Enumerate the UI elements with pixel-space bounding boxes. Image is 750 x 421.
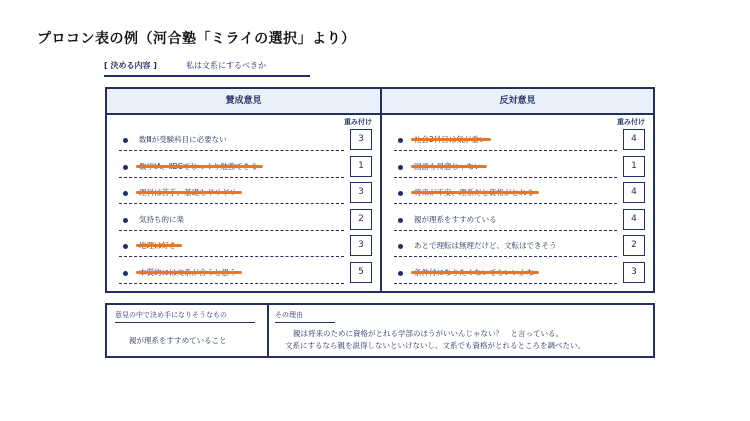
dashed-divider: [119, 150, 344, 151]
pros-header: 賛成意見: [107, 89, 380, 115]
reason-heading: その理由: [275, 310, 335, 323]
pros-weight-score: 3: [350, 129, 372, 150]
dashed-divider: [394, 150, 617, 151]
bullet-icon: [398, 165, 403, 170]
cons-item: [382, 233, 653, 259]
pros-item: [107, 207, 380, 233]
cons-weight-score: 2: [623, 235, 645, 256]
dashed-divider: [119, 177, 344, 178]
dashed-divider: [394, 283, 617, 284]
pros-item: [107, 233, 380, 259]
cons-item: [382, 207, 653, 233]
cons-item-text: あとで理転は無理だけど、文転はできそう: [414, 241, 557, 250]
cons-weight-score: 4: [623, 182, 645, 203]
dashed-divider: [119, 230, 344, 231]
theme-text: 私は文系にするべきか: [186, 61, 266, 70]
pros-weight-score: 3: [350, 235, 372, 256]
dashed-divider: [119, 256, 344, 257]
pros-item-text: 数Ⅲが受験科目に必要ない: [139, 135, 227, 144]
pros-item: [107, 260, 380, 286]
dashed-divider: [119, 203, 344, 204]
bullet-icon: [123, 191, 128, 196]
dashed-divider: [394, 256, 617, 257]
bullet-icon: [123, 218, 128, 223]
pros-item: [107, 127, 380, 153]
bullet-icon: [123, 244, 128, 249]
cons-item: [382, 127, 653, 153]
decision-theme: [104, 57, 310, 77]
cons-item: [382, 260, 653, 286]
summary-box: [105, 303, 655, 358]
dashed-divider: [394, 177, 617, 178]
bullet-icon: [398, 244, 403, 249]
pros-weight-label: 重み付け: [344, 118, 372, 126]
cons-weight-score: 4: [623, 129, 645, 150]
reason-line-1: 親は将来のために資格がとれる学部のほうがいいんじゃない？ と言っている。: [293, 329, 563, 338]
strikethrough-mark: [411, 138, 491, 141]
pros-item-text: 気持ち的に楽: [139, 214, 184, 224]
strikethrough-mark: [136, 271, 242, 274]
reason-line-2: 文系にするなら親を説得しないといけないし、文系でも資格がとれるところを調べたい。: [285, 341, 585, 350]
bullet-icon: [398, 191, 403, 196]
strikethrough-mark: [136, 165, 263, 168]
bullet-icon: [398, 271, 403, 276]
page-title: プロコン表の例（河合塾「ミライの選択」より）: [37, 31, 356, 47]
dashed-divider: [394, 230, 617, 231]
cons-weight-label: 重み付け: [617, 118, 645, 126]
summary-divider: [267, 305, 269, 356]
cons-weight-score: 1: [623, 156, 645, 177]
pros-item: [107, 180, 380, 206]
bullet-icon: [398, 218, 403, 223]
decider-heading: 意見の中で決め手になりそうなもの: [115, 310, 255, 323]
decider-text: 親が理系をすすめていること: [129, 336, 227, 345]
pros-weight-score: 2: [350, 209, 372, 230]
strikethrough-mark: [411, 165, 487, 168]
theme-label: [ 決める内容 ]: [104, 61, 157, 70]
cons-weight-score: 4: [623, 209, 645, 230]
bullet-icon: [123, 165, 128, 170]
pros-weight-score: 3: [350, 182, 372, 203]
strikethrough-mark: [411, 271, 539, 274]
dashed-divider: [119, 283, 344, 284]
cons-item: [382, 180, 653, 206]
bullet-icon: [123, 271, 128, 276]
cons-item-text: 親が理系をすすめている: [414, 214, 497, 224]
cons-weight-score: 3: [623, 262, 645, 283]
pros-panel: [105, 87, 382, 293]
pros-weight-score: 5: [350, 262, 372, 283]
bullet-icon: [123, 138, 128, 143]
strikethrough-mark: [411, 191, 539, 194]
cons-header: 反対意見: [382, 89, 653, 115]
strikethrough-mark: [136, 244, 182, 247]
pros-weight-score: 1: [350, 156, 372, 177]
bullet-icon: [398, 138, 403, 143]
cons-panel: [380, 87, 655, 293]
cons-item: [382, 154, 653, 180]
strikethrough-mark: [136, 191, 242, 194]
dashed-divider: [394, 203, 617, 204]
pros-item: [107, 154, 380, 180]
